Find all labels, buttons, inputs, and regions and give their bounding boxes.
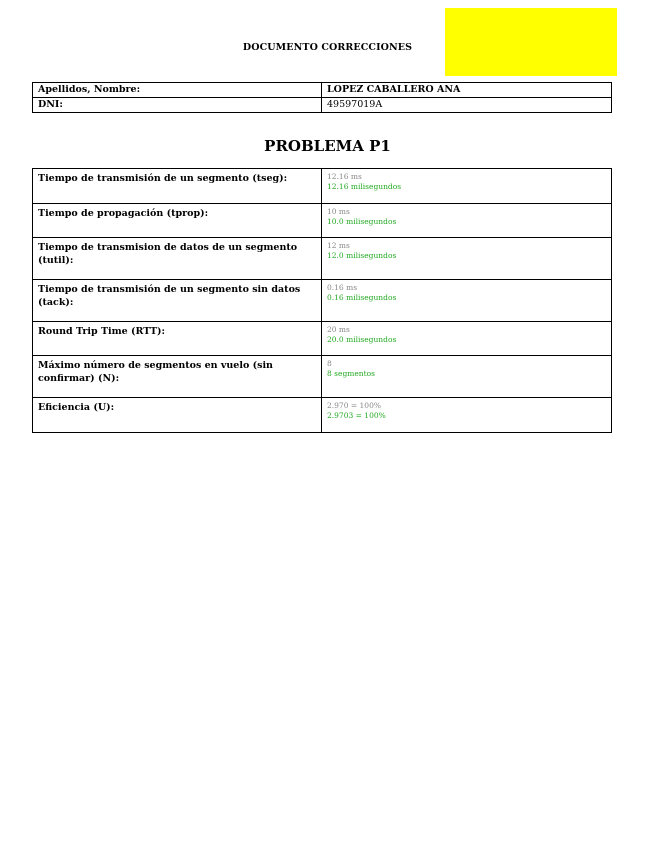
- answer-text: 12 ms: [327, 241, 350, 250]
- table-row: [33, 204, 612, 238]
- student-info-table: [32, 82, 612, 113]
- answer-cell: [322, 356, 612, 398]
- correction-text: 8 segmentos: [327, 369, 376, 378]
- table-row: [33, 238, 612, 280]
- correction-text: 12.0 milisegundos: [327, 251, 397, 260]
- table-row: [33, 356, 612, 398]
- answer-text: 2.970 = 100%: [327, 401, 381, 410]
- question-label: Eficiencia (U):: [33, 398, 322, 433]
- table-row: [33, 169, 612, 204]
- answer-text: 0.16 ms: [327, 283, 358, 292]
- answer-cell: [322, 280, 612, 322]
- table-row: [33, 398, 612, 433]
- answer-text: 20 ms: [327, 325, 350, 334]
- answer-cell: [322, 238, 612, 280]
- answer-cell: [322, 204, 612, 238]
- name-value: LOPEZ CABALLERO ANA: [322, 83, 612, 98]
- answer-text: 8: [327, 359, 332, 368]
- question-label: Round Trip Time (RTT):: [33, 322, 322, 356]
- name-label: Apellidos, Nombre:: [33, 83, 322, 98]
- correction-text: 12.16 milisegundos: [327, 182, 402, 191]
- answer-cell: [322, 398, 612, 433]
- dni-label: DNI:: [33, 98, 322, 113]
- student-dni-row: [33, 98, 612, 113]
- table-row: [33, 322, 612, 356]
- correction-text: 20.0 milisegundos: [327, 335, 397, 344]
- question-label: Tiempo de propagación (tprop):: [33, 204, 322, 238]
- document-title: DOCUMENTO CORRECCIONES: [242, 42, 413, 53]
- problem-title: PROBLEMA P1: [264, 137, 391, 155]
- question-label: Tiempo de transmisión de un segmento sin datos (tack):: [33, 280, 322, 322]
- table-row: [33, 280, 612, 322]
- question-label: Tiempo de transmision de datos de un segmento (tutil):: [33, 238, 322, 280]
- correction-text: 0.16 milisegundos: [327, 293, 397, 302]
- dni-value: 49597019A: [322, 98, 612, 113]
- student-name-row: [33, 83, 612, 98]
- question-label: Tiempo de transmisión de un segmento (tseg):: [33, 169, 322, 204]
- correction-text: 10.0 milisegundos: [327, 217, 397, 226]
- answer-text: 12.16 ms: [327, 172, 362, 181]
- answer-cell: [322, 322, 612, 356]
- problem-table: [32, 168, 612, 433]
- answer-text: 10 ms: [327, 207, 350, 216]
- answer-cell: [322, 169, 612, 204]
- correction-text: 2.9703 = 100%: [327, 411, 386, 420]
- question-label: Máximo número de segmentos en vuelo (sin confirmar) (N):: [33, 356, 322, 398]
